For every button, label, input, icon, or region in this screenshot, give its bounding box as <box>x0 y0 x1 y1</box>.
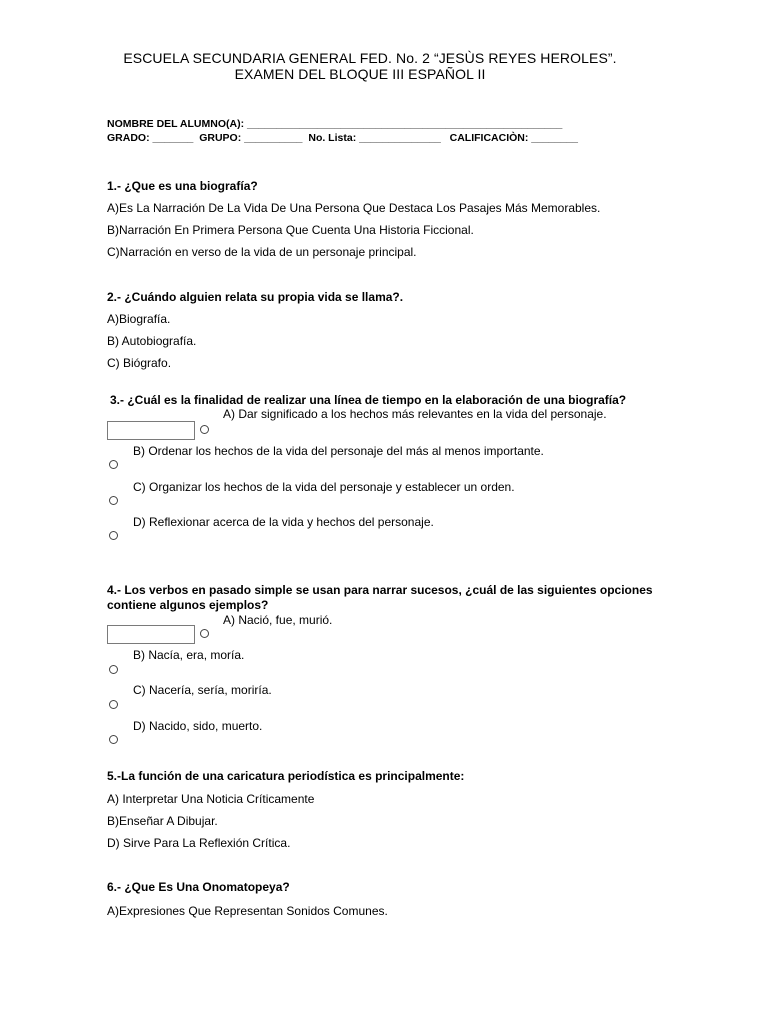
q3-answer-input[interactable] <box>107 421 195 440</box>
q4-radio-b[interactable] <box>109 665 118 674</box>
q4-option-a: A) Nació, fue, murió. <box>223 613 333 627</box>
question-5: 5.-La función de una caricatura periodística es principalmente: <box>107 769 465 783</box>
q3-option-b: B) Ordenar los hechos de la vida del personaje del más al menos importante. <box>133 444 544 458</box>
q4-option-d: D) Nacido, sido, muerto. <box>133 719 263 733</box>
q3-radio-d[interactable] <box>109 531 118 540</box>
q4-radio-a[interactable] <box>200 629 209 638</box>
question-4: 4.- Los verbos en pasado simple se usan para narrar sucesos, ¿cuál de las siguientes opciones contiene algunos ejemplos? <box>107 583 653 612</box>
q1-option-a: A)Es La Narración De La Vida De Una Persona Que Destaca Los Pasajes Más Memorables. <box>107 201 601 215</box>
question-2: 2.- ¿Cuándo alguien relata su propia vida se llama?. <box>107 290 404 304</box>
q2-option-a: A)Biografía. <box>107 312 171 326</box>
q5-option-a: A) Interpretar Una Noticia Críticamente <box>107 792 315 806</box>
q3-radio-b[interactable] <box>109 460 118 469</box>
question-1: 1.- ¿Que es una biografía? <box>107 179 258 193</box>
exam-title: EXAMEN DEL BLOQUE III ESPAÑOL II <box>234 66 486 82</box>
q3-option-d: D) Reflexionar acerca de la vida y hechos del personaje. <box>133 515 434 529</box>
q5-option-b: B)Enseñar A Dibujar. <box>107 814 218 828</box>
q4-radio-c[interactable] <box>109 700 118 709</box>
q6-option-a: A)Expresiones Que Representan Sonidos Comunes. <box>107 904 388 918</box>
q4-radio-d[interactable] <box>109 735 118 744</box>
q3-radio-a[interactable] <box>200 425 209 434</box>
student-name-line: NOMBRE DEL ALUMNO(A): ______________________________________________________ <box>107 118 563 130</box>
student-grade-line: GRADO: _______ GRUPO: __________ No. Lista: ______________ CALIFICACIÒN: ________ <box>107 132 578 144</box>
school-title: ESCUELA SECUNDARIA GENERAL FED. No. 2 “JESÙS REYES HEROLES”. <box>123 50 617 66</box>
question-6: 6.- ¿Que Es Una Onomatopeya? <box>107 880 290 894</box>
q3-option-a: A) Dar significado a los hechos más relevantes en la vida del personaje. <box>223 407 607 421</box>
q5-option-d: D) Sirve Para La Reflexión Crítica. <box>107 836 291 850</box>
q2-option-b: B) Autobiografía. <box>107 334 197 348</box>
q1-option-c: C)Narración en verso de la vida de un personaje principal. <box>107 245 417 259</box>
q1-option-b: B)Narración En Primera Persona Que Cuenta Una Historia Ficcional. <box>107 223 474 237</box>
q2-option-c: C) Biógrafo. <box>107 356 172 370</box>
q4-option-c: C) Nacería, sería, moriría. <box>133 683 272 697</box>
question-3: 3.- ¿Cuál es la finalidad de realizar una línea de tiempo en la elaboración de una biografía? <box>110 393 627 407</box>
q3-option-c: C) Organizar los hechos de la vida del personaje y establecer un orden. <box>133 480 515 494</box>
q4-option-b: B) Nacía, era, moría. <box>133 648 245 662</box>
q4-answer-input[interactable] <box>107 625 195 644</box>
q3-radio-c[interactable] <box>109 496 118 505</box>
